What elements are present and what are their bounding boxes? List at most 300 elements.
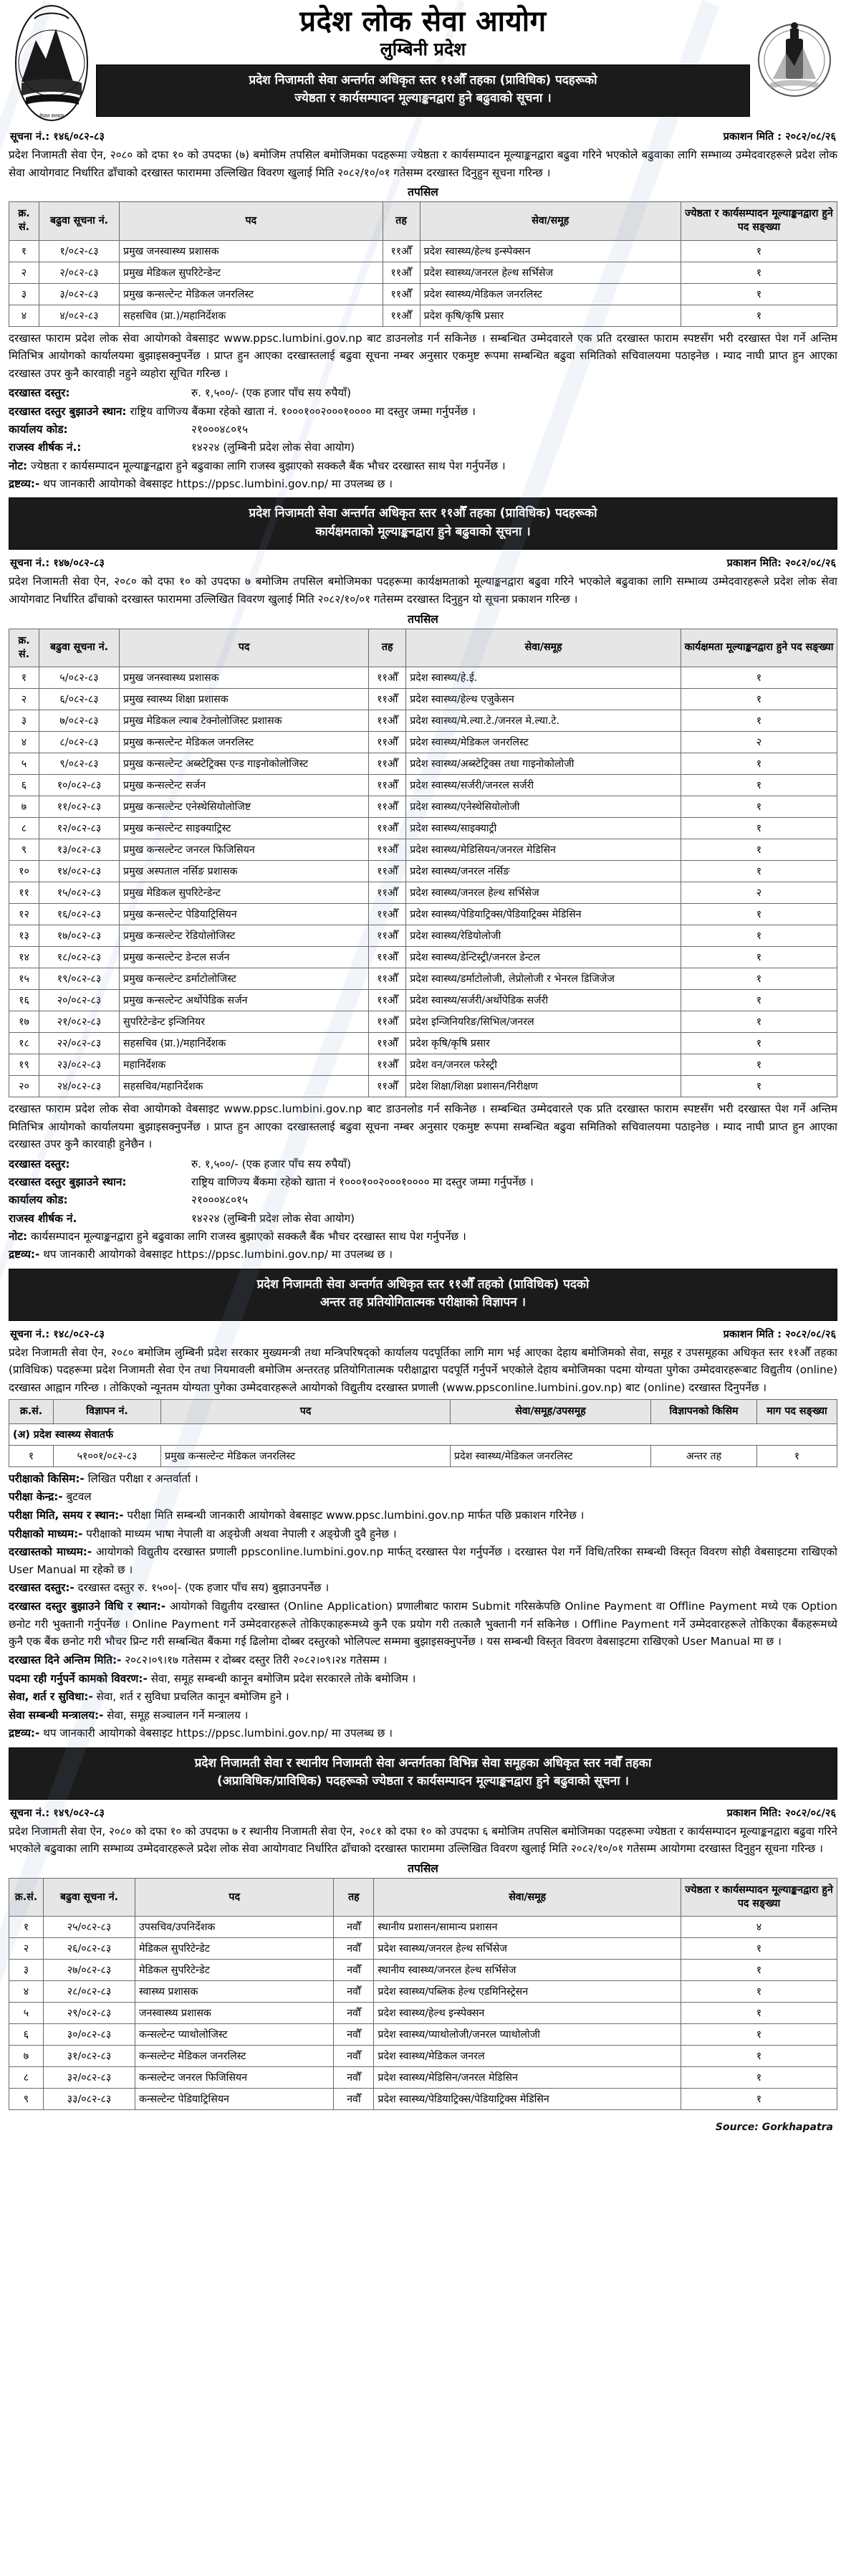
table-row [9, 240, 837, 262]
cell-sn: १३ [9, 925, 39, 946]
detail-value: आयोगको विद्युतीय दरखास्त (Online Application) प्रणालीबाट फाराम Submit गरिसकेपछि Online Payment वा Offline Payment मध्ये एक Option छनोट गरी भुक्तानी गर्नुपर्नेछ । Online Payment गर्ने उम्मेदवारहरूले तोकिएकाहरूमध्ये कुनै एक प्रयोग गरी तत्कालै भुक्तानी गर्न सकिनेछ । Offline Payment गर्ने उम्मेदवारहरूले तोकिएका बैंकहरूमध्ये कुनै एक बैंक छनोट गरी भौचर प्रिन्ट गरी सम्बन्धित बैंकमा गई ढिलोमा दोब्बर दस्तुरको भोलिपल्ट सम्ममा बुझाइसक्नुपर्नेछ । यस सम्बन्धी विस्तृत विवरण वेबसाइटमा राखिएको User Manual मा छ । [9, 1600, 838, 1649]
fee-value: रु. १,५००/- (एक हजार पाँच सय रुपैयाँ) [191, 1157, 352, 1170]
th-notice: बढुवा सूचना नं. [39, 202, 120, 240]
cell-level: ११औँ [369, 753, 406, 774]
cell-count: १ [681, 2089, 837, 2110]
cell-service: प्रदेश स्वास्थ्य/सर्जरी/अर्थोपेडिक सर्जरी [406, 989, 681, 1011]
detail-value: सेवा, समूह सम्बन्धी कानून बमोजिम प्रदेश सरकारले तोके बमोजिम । [147, 1671, 416, 1685]
cell-count: १ [681, 753, 837, 774]
cell-level: ११औँ [369, 882, 406, 903]
cell-count: १ [681, 305, 837, 326]
cell-no: २२/०८२-८३ [39, 1032, 120, 1054]
section1-banner-line1: प्रदेश निजामती सेवा अन्तर्गत अधिकृत स्तर ११औँ तहका (प्राविधिक) पदहरूको [249, 72, 597, 87]
masthead-center [92, 3, 754, 120]
detail-label: दरखास्त दस्तुर:- [9, 1581, 74, 1595]
table-row [9, 839, 837, 860]
table-row [9, 817, 837, 839]
cell-sn: ३ [9, 710, 39, 731]
cell-post: प्रमुख कन्सल्टेन्ट पेडियाट्रिसियन [120, 903, 369, 925]
section2-fee-place [9, 1173, 837, 1191]
section3-table [9, 1399, 837, 1467]
section2-intro: प्रदेश निजामती सेवा ऐन, २०८० को दफा १० को उपदफा ७ बमोजिम तपसिल बमोजिमका पदहरूमा कार्यक्षमताको मूल्याङ्कनद्वारा बढुवा गरिने भएकोले बढुवाका लागि सम्भाव्य उम्मेदवारहरूले प्रदेश लोक सेवा आयोगवाट निर्धारित ढाँचाको दरखास्त फाराममा उल्लिखित विवरण खुलाई मिति २०८२/१०/०१ गतेसम्म दरखास्त दिनुहुन यो सूचना प्रकाशन गरिन्छ । [9, 575, 837, 606]
cell-count: १ [681, 989, 837, 1011]
cell-post: प्रमुख अस्पताल नर्सिङ प्रशासक [120, 860, 369, 882]
detail-label: पदमा रही गर्नुपर्ने कामको विवरण:- [9, 1671, 148, 1685]
cell-no: २९/०८२-८३ [44, 2003, 135, 2024]
table-row [9, 1960, 837, 1981]
section2-after-table: दरखास्त फाराम प्रदेश लोक सेवा आयोगको वेबसाइट www.ppsc.lumbini.gov.np बाट डाउनलोड गर्न सकिनेछ । सम्बन्धित उम्मेदवारले एक प्रति दरखास्त फाराम स्पष्टसँग भरी दरखास्त पेश गर्ने अन्तिम मितिभित्र आयोगको कार्यालयमा बुझाइसक्नुपर्नेछ । प्राप्त हुन आएका दरखास्तलाई बढुवा सूचना नम्बर अनुसार एकमुष्ट रूपमा सम्बन्धित बढुवा समितिको सचिवालयमा पठाइनेछ । म्याद नाघी प्राप्त हुन आएका दरखास्त उपर कुनै कारवाही हुनेछैन । [9, 1102, 837, 1151]
cell-service: प्रदेश स्वास्थ्य/हेल्थ इन्स्पेक्सन [420, 240, 681, 262]
detail-label: सेवा, शर्त र सुविधा:- [9, 1690, 93, 1704]
cell-post: प्रमुख कन्सल्टेन्ट मेडिकल जनरलिस्ट [161, 1445, 451, 1466]
section1-notice-no [10, 129, 105, 143]
detail-value: परीक्षा मिति सम्बन्धी जानकारी आयोगको वेबसाइट www.ppsc.lumbini.gov.np मार्फत पछि प्रकाशन गरिनेछ । [123, 1508, 585, 1522]
see-also-value: थप जानकारी आयोगको वेबसाइट https://ppsc.lumbini.gov.np/ मा उपलब्ध छ । [43, 1248, 393, 1261]
table-row [9, 2024, 837, 2046]
cell-count: १ [681, 1054, 837, 1075]
detail-line [9, 1579, 837, 1597]
cell-service: प्रदेश स्वास्थ्य/पेडियाट्रिक्स/पेडियाट्रिक्स मेडिसिन [406, 903, 681, 925]
cell-no: १५/०८२-८३ [39, 882, 120, 903]
organization-name: प्रदेश लोक सेवा आयोग [299, 5, 547, 38]
cell-no: ३३/०८२-८३ [44, 2089, 135, 2110]
detail-label: परीक्षा मिति, समय र स्थान:- [9, 1508, 124, 1522]
cell-sn: ९ [9, 839, 39, 860]
table-row [9, 903, 837, 925]
cell-no: ५/०८२-८३ [39, 667, 120, 688]
cell-level: ११औँ [369, 710, 406, 731]
detail-line [9, 1651, 837, 1669]
fee-place-label: दरखास्त दस्तुर बुझाउने स्थान: [9, 404, 127, 418]
section3-banner [9, 1269, 837, 1321]
cell-group-label: (अ) प्रदेश स्वास्थ्य सेवातर्फ [9, 1423, 837, 1445]
notice-no-value: १४८/०८२-८३ [53, 1328, 105, 1340]
cell-service: प्रदेश स्वास्थ्य/प्याथोलोजी/जनरल प्याथोलोजी [374, 2024, 681, 2046]
cell-sn: २ [9, 262, 39, 283]
cell-level: नवौँ [334, 1981, 374, 2003]
cell-sn: ११ [9, 882, 39, 903]
table-row [9, 1054, 837, 1075]
fee-place-label: दरखास्त दस्तुर बुझाउने स्थान: [9, 1175, 127, 1189]
publish-date-value: २०८२/०८/२६ [785, 131, 836, 143]
cell-sn: ३ [9, 1960, 44, 1981]
th-post: पद [161, 1399, 451, 1423]
cell-sn: ४ [9, 731, 39, 753]
cell-service: प्रदेश स्वास्थ्य/डेन्टिस्ट्री/जनरल डेन्टल [406, 946, 681, 968]
th-sn: क्र.सं. [9, 1399, 54, 1423]
cell-service: प्रदेश स्वास्थ्य/मेडिकल जनरलिस्ट [406, 731, 681, 753]
notice-no-label: सूचना नं.: [10, 131, 50, 143]
cell-level: नवौँ [334, 2046, 374, 2067]
cell-post: प्रमुख कन्सल्टेन्ट सर्जन [120, 774, 369, 796]
cell-service: प्रदेश स्वास्थ्य/मेडिकल जनरल [374, 2046, 681, 2067]
cell-level: ११औँ [369, 1011, 406, 1032]
cell-level: ११औँ [383, 305, 420, 326]
th-notice: बढुवा सूचना नं. [44, 1879, 135, 1917]
cell-count: १ [681, 1075, 837, 1097]
cell-level: ११औँ [369, 1032, 406, 1054]
notice-no-label: सूचना नं.: [10, 1807, 50, 1819]
cell-level: ११औँ [383, 283, 420, 305]
see-also-label: द्रष्टव्य:- [9, 1727, 40, 1740]
cell-no: २०/०८२-८३ [39, 989, 120, 1011]
detail-label: दरखास्त दिने अन्तिम मिति:- [9, 1653, 122, 1666]
cell-sn: १२ [9, 903, 39, 925]
section1-meta [9, 126, 837, 146]
publish-date-label: प्रकाशन मिति : [723, 1328, 782, 1340]
cell-sn: १६ [9, 989, 39, 1011]
cell-level: नवौँ [334, 2003, 374, 2024]
detail-value: बुटवल [62, 1490, 92, 1504]
cell-count: १ [681, 2003, 837, 2024]
cell-level: नवौँ [334, 1960, 374, 1981]
section4-banner-line2: (अप्राविधिक/प्राविधिक) पदहरूको ज्येष्ठता र कार्यसम्पादन मूल्याङ्कनद्वारा हुने बढुवाको सूचना । [216, 1774, 630, 1789]
note-value: कार्यसम्पादन मूल्याङ्कनद्वारा हुने बढुवाका लागि राजस्व बुझाएको सक्कलै बैंक भौचर दरखास्त साथ पेश गर्नुपर्नेछ । [30, 1230, 466, 1244]
publish-date-label: प्रकाशन मिति: [726, 558, 782, 570]
note-value: ज्येष्ठता र कार्यसम्पादन मूल्याङ्कनद्वारा हुने बढुवाका लागि राजस्व बुझाएको सक्कलै बैंक भौचर दरखास्त साथ पेश गर्नुपर्नेछ । [30, 459, 506, 472]
th-service: सेवा/समूह [420, 202, 681, 240]
cell-no: ६/०८२-८३ [39, 688, 120, 710]
cell-post: प्रमुख स्वास्थ्य शिक्षा प्रशासक [120, 688, 369, 710]
th-post: पद [120, 629, 369, 667]
cell-count: १ [681, 1960, 837, 1981]
office-code-value: २१०००४८०१५ [191, 423, 248, 437]
cell-service: प्रदेश स्वास्थ्य/सर्जरी/जनरल सर्जरी [406, 774, 681, 796]
fee-label: दरखास्त दस्तुर: [9, 1157, 70, 1170]
section4-table [9, 1878, 837, 2110]
section1-intro: प्रदेश निजामती सेवा ऐन, २०८० को दफा १० को उपदफा (७) बमोजिम तपसिल बमोजिमका पदहरूमा ज्येष्ठता र कार्यसम्पादन मूल्याङ्कनद्वारा बढुवा गरिने भएकोले बढुवाका लागि सम्भाव्य उम्मेदवारहरूले प्रदेश लोक सेवा आयोगवाट निर्धारित ढाँचाको दरखास्त फाराममा उल्लिखित विवरण खुलाई मिति २०८२/१०/०१ गतेसम्म दरखास्त दिनुहुन सूचना गरिन्छ । [9, 148, 837, 179]
section4-publish-date [727, 1805, 836, 1820]
notice-no-value: १४७/०८२-८३ [53, 558, 105, 570]
section3-see-also [9, 1725, 837, 1742]
publish-date-label: प्रकाशन मिति : [723, 131, 782, 143]
cell-count: १ [681, 1938, 837, 1960]
cell-service: प्रदेश स्वास्थ्य/एनेस्थेसियोलोजी [406, 796, 681, 817]
notice-no-value: १४६/०८२-८३ [53, 131, 105, 143]
office-code-label: कार्यालय कोड: [9, 1193, 68, 1207]
cell-level: ११औँ [369, 1075, 406, 1097]
th-sn: क्र. सं. [9, 629, 39, 667]
cell-post: कन्सल्टेन्ट पेडियाट्रिसियन [135, 2089, 334, 2110]
section3-intro: प्रदेश निजामती सेवा ऐन, २०८० बमोजिम लुम्बिनी प्रदेश सरकार मुख्यमन्त्री तथा मन्त्रिपरिषद्को कार्यालय पदपूर्तिका लागि माग भई आएका देहाय बमोजिमको सेवा, समूह र उपसमूहका अधिकृत स्तर ११औँ तहका (प्राविधिक) पदहरूमा प्रदेश निजामती सेवा ऐन तथा नियमावली बमोजिम अन्तरतह प्रतियोगितात्मक परीक्षाद्वारा पदपूर्ति गर्नुपर्ने भएकोले देहाय बमोजिमका पदमा योग्यता पुगेका उम्मेदवारहरूबाट विद्युतीय (online) दरखास्त आह्वान गरिन्छ । तोकिएको न्यूनतम योग्यता पुगेका उम्मेदवारहरूले आयोगको विद्युतीय दरखास्त प्रणाली (www.ppsconline.lumbini.gov.np) बाट (online) दरखास्त दिनुपर्नेछ । [9, 1345, 837, 1394]
section4-tapasil-label: तपसिल [408, 1862, 438, 1876]
cell-service: प्रदेश स्वास्थ्य/रेडियोलोजी [406, 925, 681, 946]
cell-service: प्रदेश कृषि/कृषि प्रसार [420, 305, 681, 326]
cell-sn: ६ [9, 2024, 44, 2046]
cell-sn: ३ [9, 283, 39, 305]
th-sn: क्र. सं. [9, 202, 39, 240]
cell-post: कन्सल्टेन्ट प्याथोलोजिस्ट [135, 2024, 334, 2046]
cell-sn: १८ [9, 1032, 39, 1054]
cell-no: ३०/०८२-८३ [44, 2024, 135, 2046]
section1-banner [96, 65, 750, 117]
table-header-row [9, 202, 837, 240]
section3-meta [9, 1324, 837, 1343]
cell-no: ३२/०८२-८३ [44, 2067, 135, 2089]
cell-post: प्रमुख कन्सल्टेन्ट डेन्टल सर्जन [120, 946, 369, 968]
ppsc-lumbini-seal-icon [754, 3, 835, 118]
cell-notice: ३/०८२-८३ [39, 283, 120, 305]
section2-publish-date [727, 555, 836, 570]
cell-count: १ [681, 2024, 837, 2046]
section1-fee-place [9, 403, 837, 420]
table-group-row [9, 1423, 837, 1445]
cell-service: प्रदेश स्वास्थ्य/हेल्थ एजुकेसन [406, 688, 681, 710]
detail-value: दरखास्त दस्तुर रु. १५००|- (एक हजार पाँच सय) बुझाउनपर्नेछ । [74, 1581, 330, 1595]
cell-level: ११औँ [369, 688, 406, 710]
detail-line [9, 1507, 837, 1525]
cell-service: प्रदेश स्वास्थ्य/मेडिकल जनरलिस्ट [420, 283, 681, 305]
cell-no: १२/०८२-८३ [39, 817, 120, 839]
cell-post: मेडिकल सुपरिटेन्डेट [135, 1938, 334, 1960]
cell-no: १७/०८२-८३ [39, 925, 120, 946]
table-row [9, 2003, 837, 2024]
section2-meta [9, 553, 837, 572]
cell-sn: २० [9, 1075, 39, 1097]
cell-service: प्रदेश स्वास्थ्य/हेल्थ इन्स्पेक्सन [374, 2003, 681, 2024]
cell-no: १९/०८२-८३ [39, 968, 120, 989]
cell-level: ११औँ [369, 817, 406, 839]
cell-sn: १ [9, 240, 39, 262]
cell-post: प्रमुख मेडिकल सुपरिटेन्डेन्ट [120, 262, 383, 283]
cell-no: २८/०८२-८३ [44, 1981, 135, 2003]
cell-level: नवौँ [334, 2067, 374, 2089]
cell-service: प्रदेश शिक्षा/शिक्षा प्रशासन/निरीक्षण [406, 1075, 681, 1097]
cell-no: ९/०८२-८३ [39, 753, 120, 774]
table-row [9, 2089, 837, 2110]
cell-sn: १५ [9, 968, 39, 989]
cell-count: १ [681, 283, 837, 305]
cell-post: सुपरिटेन्डेन्ट इन्जिनियर [120, 1011, 369, 1032]
cell-no: १८/०८२-८३ [39, 946, 120, 968]
table-row [9, 796, 837, 817]
cell-count: १ [681, 262, 837, 283]
see-also-label: द्रष्टव्य:- [9, 1248, 40, 1261]
cell-count: १ [681, 860, 837, 882]
cell-count: १ [681, 240, 837, 262]
cell-sn: ५ [9, 753, 39, 774]
section2-note [9, 1228, 837, 1245]
cell-post: प्रमुख कन्सल्टेन्ट साइक्याट्रिस्ट [120, 817, 369, 839]
th-service: सेवा/समूह [374, 1879, 681, 1917]
cell-count: १ [681, 796, 837, 817]
th-level: तह [369, 629, 406, 667]
cell-level: ११औँ [369, 903, 406, 925]
cell-count: १ [681, 710, 837, 731]
section1-fee [9, 384, 837, 401]
cell-service: प्रदेश स्वास्थ्य/साइक्याट्री [406, 817, 681, 839]
cell-count: १ [681, 1032, 837, 1054]
cell-post: प्रमुख कन्सल्टेन्ट अब्स्टेट्रिक्स एन्ड गाइनोकोलोजिस्ट [120, 753, 369, 774]
cell-level: ११औँ [369, 796, 406, 817]
th-sn: क्र.सं. [9, 1879, 44, 1917]
cell-post: प्रमुख कन्सल्टेन्ट जनरल फिजिसियन [120, 839, 369, 860]
section4-meta [9, 1803, 837, 1822]
cell-service: प्रदेश स्वास्थ्य/मेडिसिन/जनरल मेडिसिन [374, 2067, 681, 2089]
section2-fee [9, 1155, 837, 1173]
th-post: पद [135, 1879, 334, 1917]
see-also-value: थप जानकारी आयोगको वेबसाइट https://ppsc.lumbini.gov.np/ मा उपलब्ध छ । [43, 477, 393, 491]
note-label: नोट: [9, 1230, 28, 1244]
cell-no: २५/०८२-८३ [44, 1917, 135, 1938]
table-row [9, 753, 837, 774]
cell-level: ११औँ [369, 667, 406, 688]
cell-count: १ [681, 968, 837, 989]
cell-service: प्रदेश स्वास्थ्य/हे.ई. [406, 667, 681, 688]
cell-count: १ [681, 774, 837, 796]
table-row [9, 283, 837, 305]
cell-level: नवौँ [334, 1938, 374, 1960]
cell-sn: ७ [9, 796, 39, 817]
cell-service: प्रदेश स्वास्थ्य/मेडिकल जनरलिस्ट [451, 1445, 651, 1466]
detail-label: दरखास्तको माध्यम:- [9, 1545, 92, 1559]
cell-level: नवौँ [334, 1917, 374, 1938]
th-service: सेवा/समूह/उपसमूह [451, 1399, 651, 1423]
cell-service: प्रदेश स्वास्थ्य/जनरल हेल्थ सर्भिसेज [374, 1938, 681, 1960]
cell-service: प्रदेश स्वास्थ्य/मेडिसियन/जनरल मेडिसिन [406, 839, 681, 860]
section2-office-code [9, 1191, 837, 1208]
cell-count: १ [757, 1445, 837, 1466]
cell-post: प्रमुख कन्सल्टेन्ट एनेस्थेसियोलोजिष्ट [120, 796, 369, 817]
cell-count: १ [681, 946, 837, 968]
cell-no: १३/०८२-८३ [39, 839, 120, 860]
table-row [9, 2046, 837, 2067]
cell-count: २ [681, 882, 837, 903]
cell-level: ११औँ [383, 240, 420, 262]
note-label: नोट: [9, 459, 28, 472]
cell-sn: ८ [9, 2067, 44, 2089]
notice-no-value: १४९/०८२-८३ [53, 1807, 105, 1819]
table-row [9, 667, 837, 688]
table-row [9, 2067, 837, 2089]
section4-banner-line1: प्रदेश निजामती सेवा र स्थानीय निजामती सेवा अन्तर्गतका विभिन्न सेवा समूहका अधिकृत स्तर नवौँ तहका [194, 1755, 652, 1770]
cell-post: सहसचिव (प्रा.)/महानिर्देशक [120, 305, 383, 326]
cell-count: १ [681, 2046, 837, 2067]
table-row [9, 1938, 837, 1960]
cell-count: १ [681, 839, 837, 860]
cell-count: १ [681, 925, 837, 946]
cell-no: १४/०८२-८३ [39, 860, 120, 882]
th-count: ज्येष्ठता र कार्यसम्पादन मूल्याङ्कनद्वारा हुने पद सङ्ख्या [681, 202, 837, 240]
fee-value: रु. १,५००/- (एक हजार पाँच सय रुपैयाँ) [191, 386, 352, 400]
cell-sn: ४ [9, 1981, 44, 2003]
table-row [9, 989, 837, 1011]
cell-service: प्रदेश कृषि/कृषि प्रसार [406, 1032, 681, 1054]
cell-service: प्रदेश स्वास्थ्य/जनरल हेल्थ सर्भिसेज [420, 262, 681, 283]
th-notice: बढुवा सूचना नं. [39, 629, 120, 667]
detail-value: आयोगको विद्युतीय दरखास्त प्रणाली ppsconline.lumbini.gov.np मार्फत् दरखास्त पेश गर्नुपर्नेछ । दरखास्त पेश गर्ने विधि/तरिका सम्बन्धी विस्तृत विवरण सोही वेबसाइटमा राखिएको User Manual मा रहेको छ । [9, 1545, 837, 1576]
cell-sn: ५ [9, 2003, 44, 2024]
cell-no: ८/०८२-८३ [39, 731, 120, 753]
source-credit: Source: Gorkhapatra [715, 2122, 833, 2134]
publish-date-value: २०८२/०८/२६ [785, 1328, 836, 1340]
revenue-head-label: राजस्व शीर्षक नं.: [9, 441, 82, 454]
table-row [9, 1981, 837, 2003]
cell-post: प्रमुख कन्सल्टेन्ट मेडिकल जनरलिस्ट [120, 731, 369, 753]
cell-post: प्रमुख जनस्वास्थ्य प्रशासक [120, 667, 369, 688]
see-also-value: थप जानकारी आयोगको वेबसाइट https://ppsc.lumbini.gov.np/ मा उपलब्ध छ । [43, 1727, 393, 1740]
detail-label: सेवा सम्बन्धी मन्त्रालय:- [9, 1708, 104, 1722]
th-ad-no: विज्ञापन नं. [54, 1399, 161, 1423]
fee-place-value: राष्ट्रिय वाणिज्य बैंकमा रहेको खाता नं १०००१००२०००१०००० मा दस्तुर जम्मा गर्नुपर्नेछ । [191, 1175, 534, 1189]
cell-count: २ [681, 731, 837, 753]
cell-post: प्रमुख कन्सल्टेन्ट रेडियोलोजिस्ट [120, 925, 369, 946]
cell-sn: १७ [9, 1011, 39, 1032]
section3-details [9, 1470, 837, 1725]
th-count: माग पद सङ्ख्या [757, 1399, 837, 1423]
cell-service: प्रदेश वन/जनरल फरेस्ट्री [406, 1054, 681, 1075]
section2-tapasil-label: तपसिल [408, 612, 438, 626]
table-row [9, 1445, 837, 1466]
cell-sn: १९ [9, 1054, 39, 1075]
th-level: तह [383, 202, 420, 240]
cell-post: प्रमुख कन्सल्टेन्ट मेडिकल जनरलिस्ट [120, 283, 383, 305]
section2-see-also [9, 1246, 837, 1263]
table-row [9, 262, 837, 283]
cell-post: उपसचिव/उपनिर्देशक [135, 1917, 334, 1938]
cell-sn: १ [9, 667, 39, 688]
cell-service: प्रदेश इन्जिनियरिङ/सिभिल/जनरल [406, 1011, 681, 1032]
section2-banner-line1: प्रदेश निजामती सेवा अन्तर्गत अधिकृत स्तर ११औँ तहका (प्राविधिक) पदहरूको [249, 506, 597, 521]
section1-office-code [9, 421, 837, 438]
cell-no: १६/०८२-८३ [39, 903, 120, 925]
fee-label: दरखास्त दस्तुर: [9, 386, 70, 400]
table-row [9, 731, 837, 753]
cell-service: प्रदेश स्वास्थ्य/जनरल नर्सिङ [406, 860, 681, 882]
cell-post: जनस्वास्थ्य प्रशासक [135, 2003, 334, 2024]
detail-line [9, 1488, 837, 1506]
cell-count: १ [681, 1981, 837, 2003]
detail-value: २०८२।०९।१७ गतेसम्म र दोब्बर दस्तुर तिरी २०८२।०९।२४ गतेसम्म । [121, 1653, 388, 1666]
section1-publish-date [724, 129, 836, 143]
detail-value: लिखित परीक्षा र अन्तर्वार्ता । [84, 1471, 198, 1485]
cell-sn: ९ [9, 2089, 44, 2110]
detail-line [9, 1543, 837, 1578]
cell-level: ११औँ [369, 860, 406, 882]
revenue-head-label: राजस्व शीर्षक नं. [9, 1211, 77, 1225]
table-header-row [9, 1399, 837, 1423]
section2-notice-no [10, 555, 105, 570]
cell-level: नवौँ [334, 2024, 374, 2046]
detail-value: सेवा, समूह सञ्चालन गर्ने मन्त्रालय । [103, 1708, 249, 1722]
detail-line [9, 1707, 837, 1725]
th-ad-kind: विज्ञापनको किसिम [651, 1399, 757, 1423]
cell-post: सहसचिव/महानिर्देशक [120, 1075, 369, 1097]
cell-level: ११औँ [369, 839, 406, 860]
cell-service: प्रदेश स्वास्थ्य/मे.ल्या.टे./जनरल मे.ल्या.टे. [406, 710, 681, 731]
cell-service: स्थानीय प्रशासन/सामान्य प्रशासन [374, 1917, 681, 1938]
detail-line [9, 1670, 837, 1688]
cell-count: १ [681, 667, 837, 688]
cell-no: २७/०८२-८३ [44, 1960, 135, 1981]
detail-label: परीक्षा केन्द्र:- [9, 1490, 63, 1504]
cell-sn: १ [9, 1917, 44, 1938]
cell-post: प्रमुख कन्सल्टेन्ट डर्माटोलोजिस्ट [120, 968, 369, 989]
table-row [9, 1075, 837, 1097]
section1-see-also [9, 475, 837, 492]
detail-value: परीक्षाको माध्यम भाषा नेपाली वा अङ्ग्रेजी अथवा नेपाली र अङ्ग्रेजी दुवै हुनेछ । [82, 1527, 397, 1540]
office-code-label: कार्यालय कोड: [9, 423, 68, 437]
cell-level: ११औँ [369, 1054, 406, 1075]
masthead [9, 0, 837, 126]
revenue-head-value: १४२२४ (लुम्बिनी प्रदेश लोक सेवा आयोग) [191, 1211, 355, 1225]
detail-label: दरखास्त दस्तुर बुझाउने विधि र स्थान:- [9, 1600, 166, 1613]
cell-service: स्थानीय स्वास्थ्य/जनरल हेल्थ सर्भिसेज [374, 1960, 681, 1981]
detail-line [9, 1598, 837, 1651]
cell-no: ३१/०८२-८३ [44, 2046, 135, 2067]
table-row [9, 1032, 837, 1054]
table-row [9, 305, 837, 326]
